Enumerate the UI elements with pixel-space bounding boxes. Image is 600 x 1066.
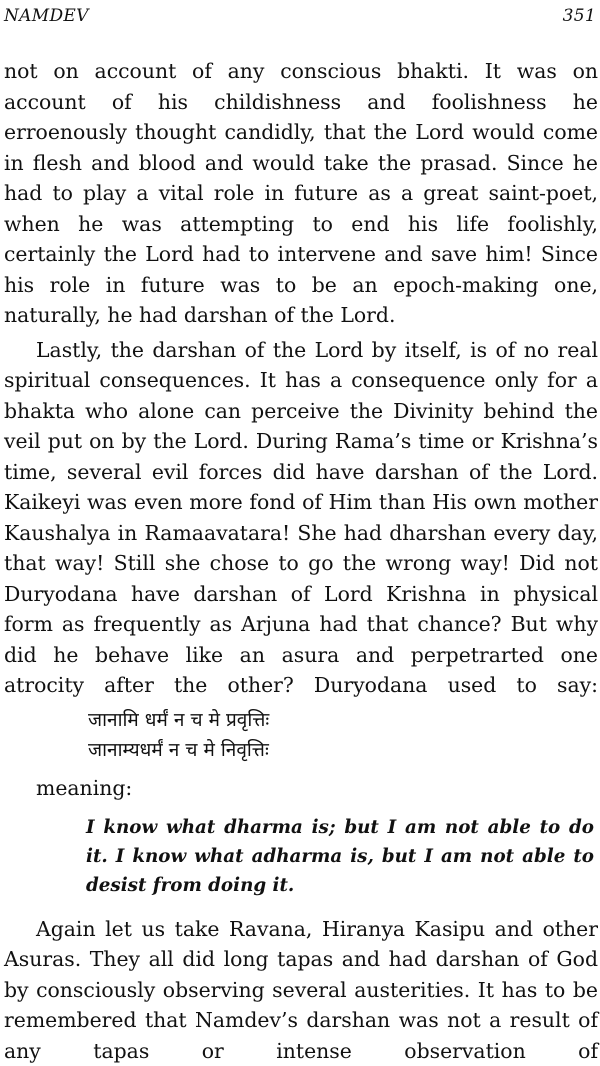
meaning-label: meaning: [36, 773, 598, 803]
sanskrit-verse [88, 705, 598, 765]
paragraph-continued: not on account of any conscious bhakti. It was on account of his childishness and foolishness he erroenously thought candidly, that the Lord would come in flesh and blood and would take the prasad. Since he had to play a vital role in future as a great saint-poet, when he was attempting to end his life foolishly, certainly the Lord had to intervene and save him! Since his role in future was to be an epoch-making one, naturally, he had darshan of the Lord. [4, 56, 598, 331]
verse-line-1: जानामि धर्मं न च मे प्रवृत्तिः [88, 705, 598, 735]
paragraph-ravana: Again let us take Ravana, Hiranya Kasipu and other Asuras. They all did long tapas and had darshan of God by consciously observing several austerities. It has to be remembered that Namdev’s darshan was not a result of any tapas or intense observation of [4, 914, 598, 1066]
paragraph-darshan: Lastly, the darshan of the Lord by itself, is of no real spiritual consequences. It has a consequence only for a bhakta who alone can perceive the Divinity behind the veil put on by the Lord. During Rama’s time or Krishna’s time, several evil forces did have darshan of the Lord. Kaikeyi was even more fond of Him than His own mother Kaushalya in Ramaavatara! She had dharshan every day, that way! Still she chose to go the wrong way! Did not Duryodana have darshan of Lord Krishna in physical form as frequently as Arjuna had that chance? But why did he behave like an asura and perpetrarted one atrocity after the other? Duryodana used to say: [4, 335, 598, 701]
running-title: NAMDEV [4, 6, 89, 26]
page-number: 351 [563, 6, 596, 26]
running-head [4, 6, 596, 30]
verse-line-2: जानाम्यधर्मं न च मे निवृत्तिः [88, 735, 598, 765]
body-text [4, 56, 598, 1066]
meaning-quote: I know what dharma is; but I am not able to do it. I know what adharma is, but I am not able to desist from doing it. [86, 813, 594, 900]
